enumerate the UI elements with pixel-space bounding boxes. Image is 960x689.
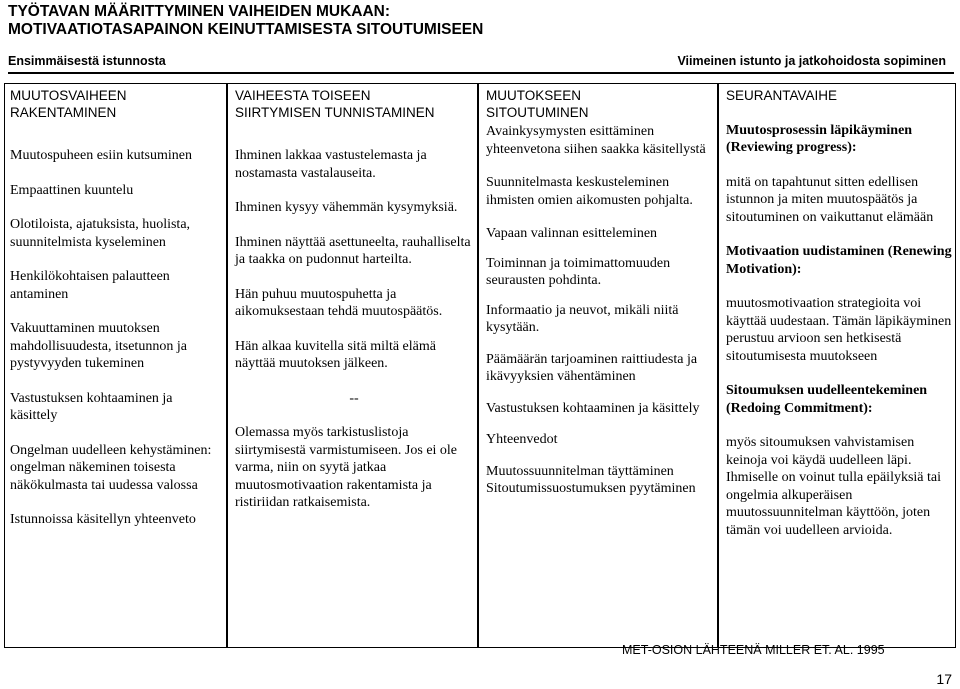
page-title-line-2: MOTIVAATIOTASAPAINON KEINUTTAMISESTA SITOUTUMISEEN	[8, 21, 484, 38]
list-item: Ihminen kysyy vähemmän kysymyksiä.	[235, 200, 458, 215]
list-item: Päämäärän tarjoaminen raittiudesta ja ikävyyksien vähentäminen	[486, 351, 698, 384]
source-citation: MET-OSION LÄHTEENÄ MILLER ET. AL. 1995	[622, 643, 885, 657]
column-change-building	[10, 88, 222, 529]
list-item: Ongelman uudelleen kehystäminen: ongelman näkeminen toisesta näkökulmasta tai uudessa valossa	[10, 442, 212, 493]
page-title-line-1: TYÖTAVAN MÄÄRITTYMINEN VAIHEIDEN MUKAAN:	[8, 3, 391, 20]
column-heading: MUUTOSVAIHEEN RAKENTAMINEN	[10, 88, 127, 120]
list-item: Hän puhuu muutospuhetta ja aikomuksestaan tehdä muutospäätös.	[235, 286, 443, 319]
list-item: Yhteenvedot	[486, 432, 558, 447]
list-item: Olemassa myös tarkistuslistoja siirtymisestä varmistumiseen. Jos ei ole varma, niin on syytä jatkaa muutosmotivaation rakentamista ja ristiriidan ratkaisemista.	[235, 425, 458, 510]
column-heading: SEURANTAVAIHE	[726, 88, 838, 103]
list-item: Avainkysymysten esittäminen yhteenvetona siihen saakka käsitellystä	[486, 124, 706, 157]
list-item: Hän alkaa kuvitella sitä miltä elämä näyttää muutoksen jälkeen.	[235, 338, 436, 371]
page-number: 17	[936, 671, 952, 687]
column-follow-up	[726, 88, 952, 539]
subheader-start: Ensimmäisestä istunnosta	[8, 54, 166, 68]
list-item: Vapaan valinnan esitteleminen	[486, 226, 658, 241]
column-transition-recognition	[235, 88, 473, 512]
column-commitment	[486, 88, 712, 498]
subsection-heading: Motivaation uudistaminen (Renewing Motivation):	[726, 244, 952, 277]
list-item: Vakuuttaminen muutoksen mahdollisuudesta, itsetunnon ja pystyvyyden tukeminen	[10, 321, 187, 371]
list-item: muutosmotivaation strategioita voi käyttää uudestaan. Tämän läpikäyminen perustuu arvioon sen hetkisestä sitoutumisesta muutokseen	[726, 296, 952, 364]
list-item: Henkilökohtaisen palautteen antaminen	[10, 269, 170, 302]
subsection-heading: Sitoumuksen uudelleentekeminen (Redoing Commitment):	[726, 383, 928, 416]
subheader-end: Viimeinen istunto ja jatkohoidosta sopiminen	[677, 54, 946, 68]
header-divider	[8, 72, 954, 74]
list-item: Informaatio ja neuvot, mikäli niitä kysytään.	[486, 302, 679, 335]
list-item: Empaattinen kuuntelu	[10, 182, 134, 198]
list-item: Ihminen näyttää asettuneelta, rauhalliselta ja taakka on pudonnut harteilta.	[235, 234, 471, 267]
separator-text: --	[349, 390, 359, 406]
column-heading: MUUTOKSEEN SITOUTUMINEN	[486, 88, 589, 120]
list-item: Toiminnan ja toimimattomuuden seurausten pohdinta.	[486, 255, 671, 288]
list-item: Olotiloista, ajatuksista, huolista, suunnitelmista kyseleminen	[10, 217, 191, 250]
column-heading: VAIHEESTA TOISEEN SIIRTYMISEN TUNNISTAMINEN	[235, 88, 435, 120]
list-item: Vastustuksen kohtaaminen ja käsittely	[486, 400, 700, 416]
list-item: Istunnoissa käsitellyn yhteenveto	[10, 512, 196, 527]
list-item: Muutospuheen esiin kutsuminen	[10, 148, 192, 163]
subsection-heading: Muutosprosessin läpikäyminen (Reviewing progress):	[726, 122, 913, 155]
list-item: Suunnitelmasta keskusteleminen ihmisten omien aikomusten pohjalta.	[486, 175, 693, 208]
list-item: mitä on tapahtunut sitten edellisen istunnon ja miten muutospäätös ja sitoutuminen on vaikuttanut elämään	[726, 174, 934, 225]
list-item: myös sitoumuksen vahvistamisen keinoja voi käydä uudelleen läpi. Ihmiselle on voinut tulla epäilyksiä tai ongelmia alkuperäisen muutossuunnitelman käyttöön, joten tämän voi uudelleen arvioida.	[726, 435, 942, 538]
list-item: Vastustuksen kohtaaminen ja käsittely	[10, 390, 173, 423]
list-item: Muutossuunnitelman täyttäminen Sitoutumissuostumuksen pyytäminen	[486, 463, 696, 496]
list-item: Ihminen lakkaa vastustelemasta ja nostamasta vastalauseita.	[235, 148, 427, 181]
